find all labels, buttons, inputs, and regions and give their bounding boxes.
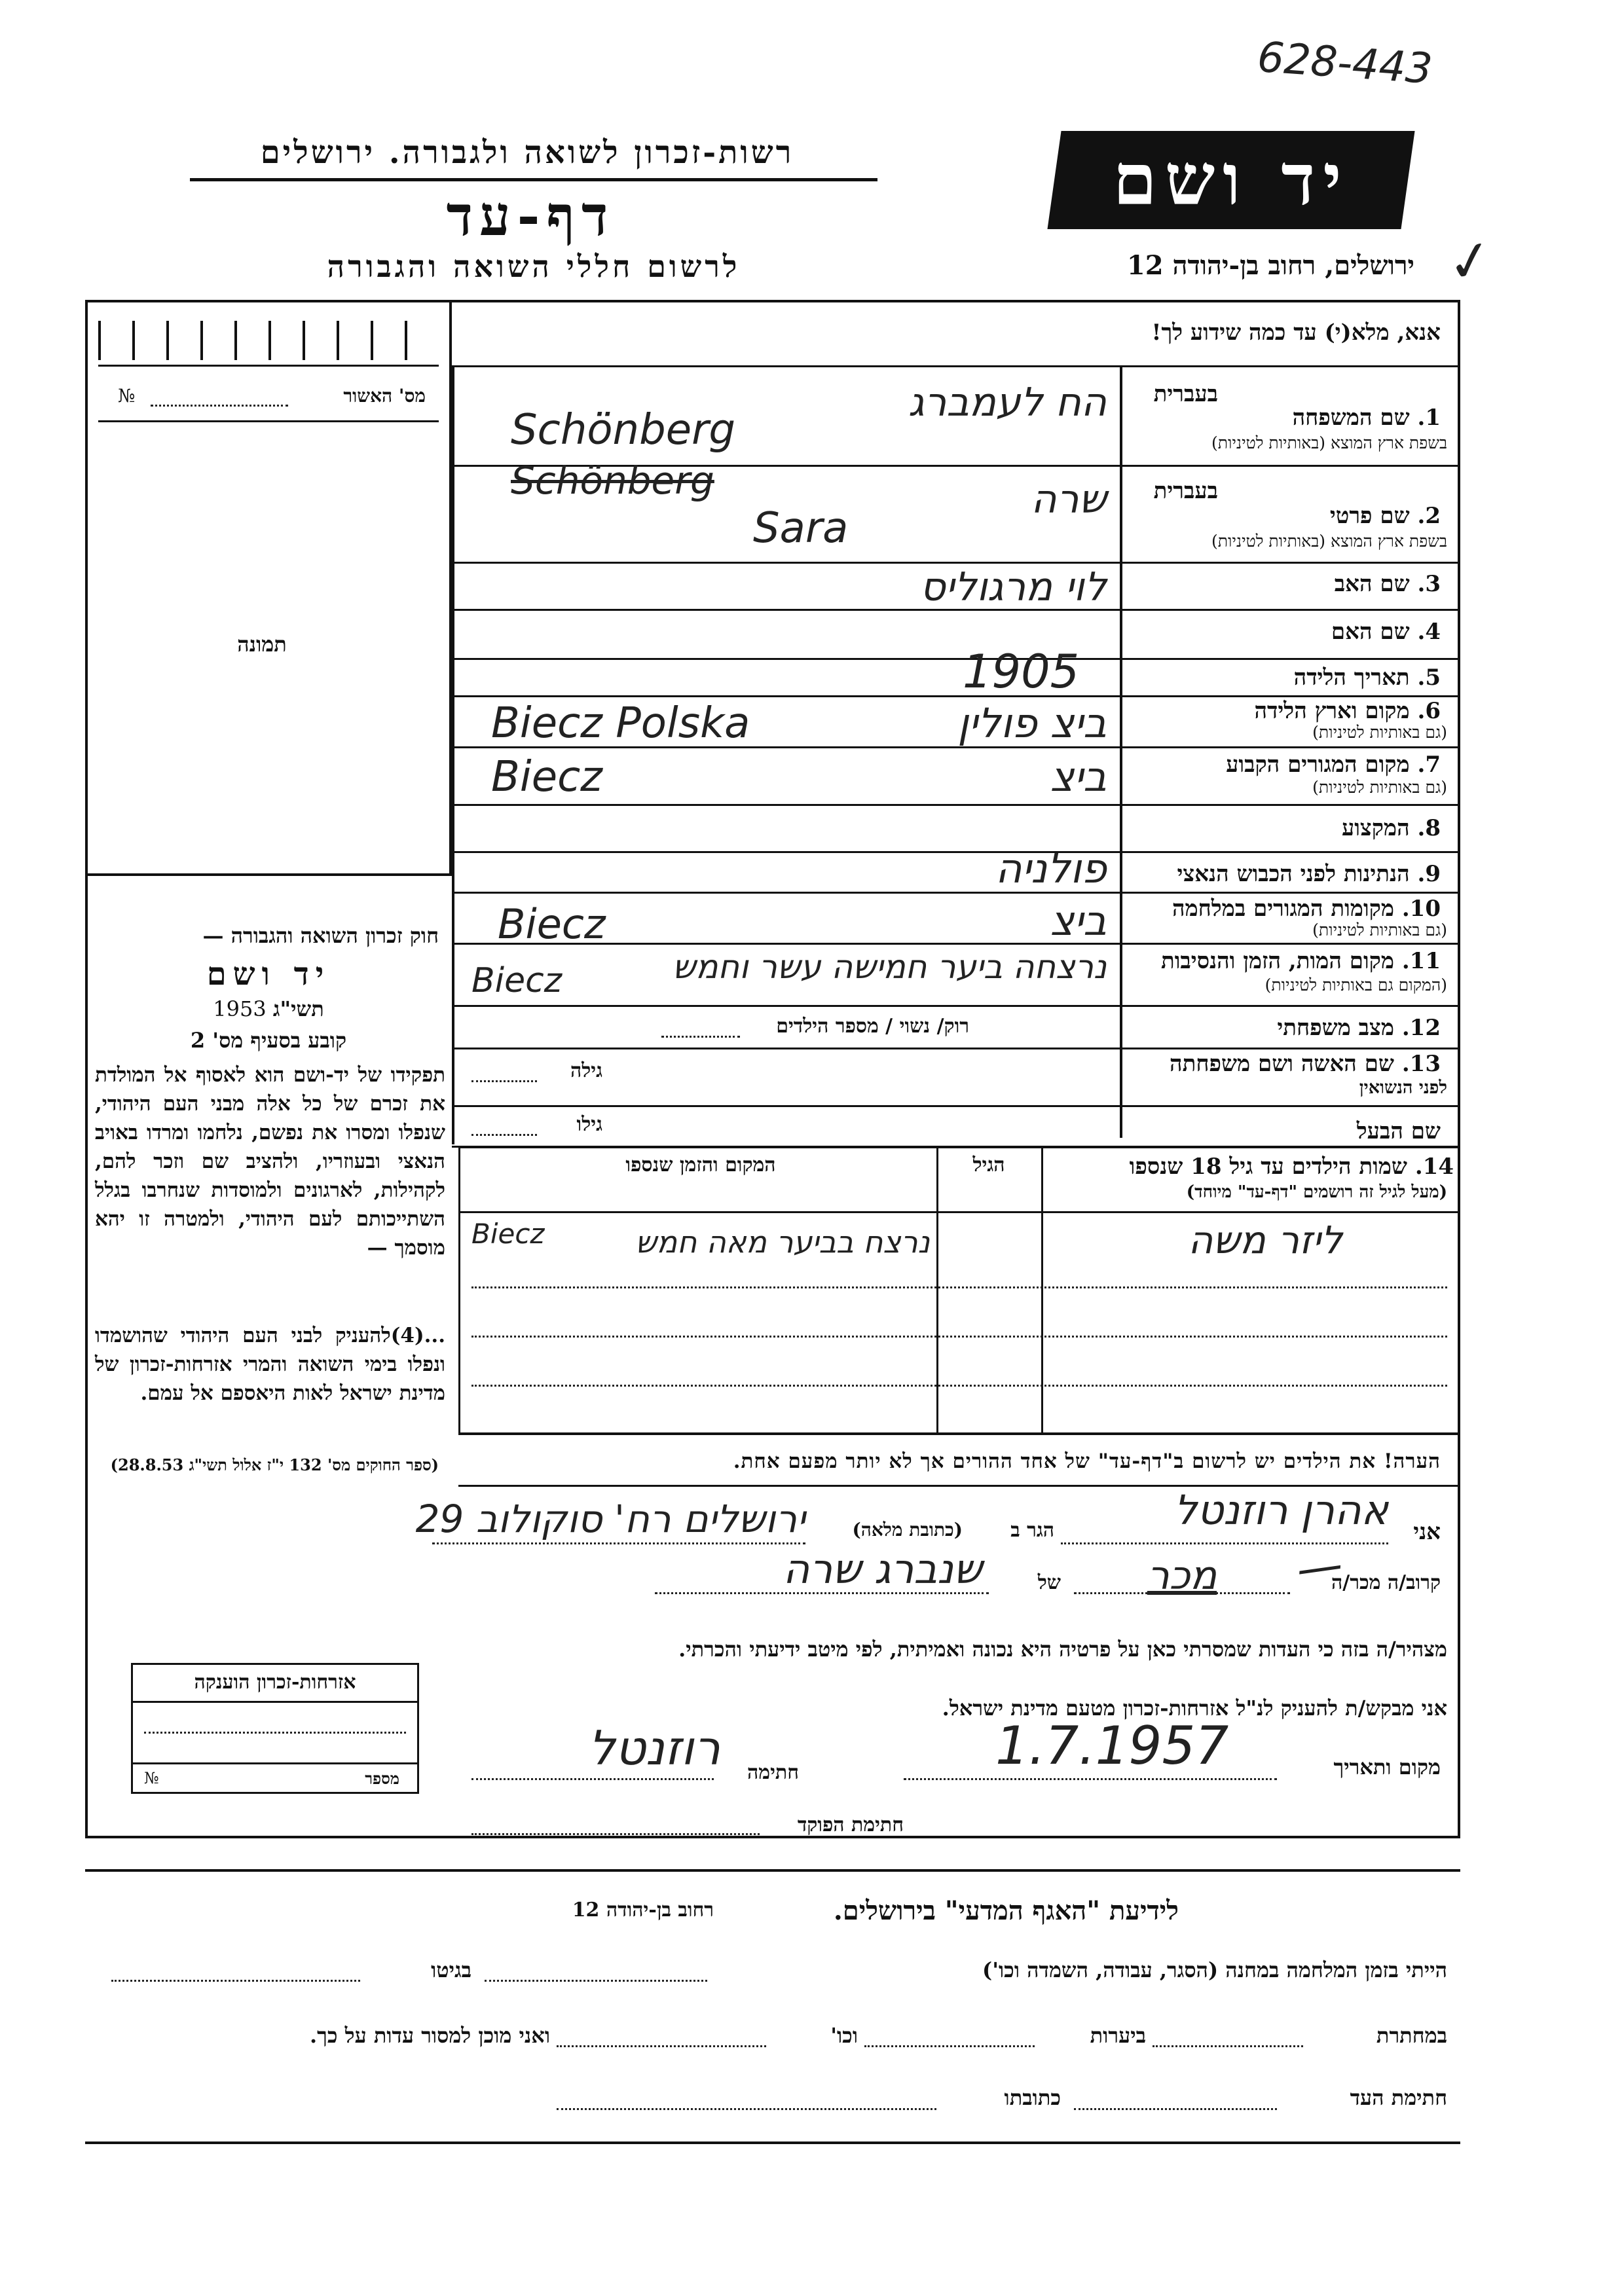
law-year-heb: תשי"ג — [272, 996, 324, 1021]
place-date-label: מקום ותאריך — [1333, 1755, 1441, 1779]
place-date-dots — [904, 1778, 1277, 1780]
check-mark: ✓ — [1442, 225, 1499, 297]
science-line2-dots-a — [1153, 2045, 1303, 2047]
f12-dots — [661, 1036, 740, 1038]
hebrew-tag-2: בעברית — [1153, 478, 1218, 504]
hebrew-tag-1: בעברית — [1153, 381, 1218, 407]
f1-label: 1. שם המשפחה — [1292, 405, 1441, 431]
citizenship-dots-1 — [144, 1732, 406, 1734]
rule-f2 — [452, 562, 1460, 564]
science-witness-signature: חתימת העד — [1350, 2085, 1447, 2110]
grid-divider — [1120, 365, 1122, 1138]
org-underline — [190, 178, 877, 181]
science-line2-underground: במחתרת — [1376, 2023, 1447, 2048]
children-dots-2 — [471, 1336, 1447, 1338]
science-line2-forests: ביערות — [1090, 2023, 1146, 2048]
rule-f13 — [452, 1105, 1460, 1107]
f8-label: 8. המקצוע — [1341, 815, 1441, 841]
resides-label: הגר ב — [1010, 1519, 1054, 1542]
f6-sub: (גם באותיות לטיניות) — [1312, 723, 1447, 742]
f11-label: 11. מקום המות, הזמן והנסיבות — [1160, 948, 1441, 974]
f1-latin-struck: Schönberg — [511, 458, 714, 503]
officer-label: חתימת הפוקד — [797, 1813, 904, 1836]
address-value: ירושלים רח' סוקולוב 29 — [415, 1497, 805, 1541]
instruction: אנא, מלא(י) עד כמה שידוע לך! — [1151, 319, 1441, 346]
org-name: רשות-זכרון לשואה ולגבורה. ירושלים — [260, 134, 794, 171]
reference-number: 628-443 — [1255, 33, 1434, 94]
yad-vashem-logo — [1047, 131, 1414, 229]
f2-latin-value: Sara — [753, 504, 849, 553]
note: הערה! את הילדים יש לרשום ב"דף-עד" של אחד ההורים אך לא יותר מפעם אחת. — [733, 1449, 1441, 1473]
f3-value: לוי מרגוליס — [919, 564, 1107, 610]
child-name: ליזר משה — [1188, 1218, 1342, 1262]
address-label: (כתובת מלאה) — [852, 1519, 963, 1540]
wife-age-dots — [471, 1080, 537, 1082]
header-address: ירושלים, רחוב בן-יהודה 12 — [1126, 250, 1414, 281]
approval-cells — [98, 314, 439, 367]
science-title: לידיעת "האגף המדעי" בירושלים. — [833, 1895, 1179, 1926]
of-label: של — [1037, 1571, 1061, 1594]
f7-latin-value: Biecz — [491, 753, 602, 801]
instruction-rule — [452, 365, 1460, 367]
science-line1-dots-a — [485, 1980, 707, 1982]
signature-dots — [471, 1778, 714, 1780]
photo-label: תמונה — [237, 632, 287, 657]
form-title: דף-עד — [446, 183, 615, 248]
husband-age-dots — [471, 1134, 537, 1136]
children-col-2 — [936, 1146, 938, 1434]
f10-sub: (גם באותיות לטיניות) — [1312, 920, 1447, 939]
f12-value: רוק/ נשוי / מספר הילדים — [776, 1015, 969, 1038]
f10-hebrew-value: ביצ — [1050, 897, 1107, 945]
law-name: יד ושם — [206, 956, 331, 993]
f1-latin-value: Schönberg — [511, 406, 736, 454]
declarant-i-label: אני — [1413, 1519, 1441, 1545]
f10-latin-value: Biecz — [498, 900, 606, 948]
f1-sub: בשפת ארץ המוצא (באותיות לטיניות) — [1211, 433, 1447, 452]
child-place-latin: Biecz — [471, 1218, 545, 1250]
f7-label: 7. מקום המגורים הקבוע — [1226, 752, 1441, 778]
child-place-heb: נרצח בביער מאה חמש — [635, 1224, 930, 1260]
science-line1-camp: הייתי בזמן המלחמה במחנה (הסגר, עבודה, השמדה וכו') — [982, 1958, 1447, 1982]
approval-no: № — [118, 385, 136, 407]
form-subtitle: לרשום חללי השואה והגבורה — [327, 249, 741, 284]
age-column-header: הגיל — [972, 1154, 1005, 1176]
f11-latin-value: Biecz — [471, 961, 562, 1000]
f9-value: פולניה — [995, 845, 1107, 892]
f2-label: 2. שם פרטי — [1329, 503, 1441, 529]
f2-sub: בשפת ארץ המוצא (באותיות לטיניות) — [1211, 532, 1447, 551]
place-column-header: המקום והזמן שנספו — [625, 1154, 776, 1176]
science-line2-etc: וכו' — [830, 2023, 858, 2048]
of-value: שנברג שרה — [783, 1545, 982, 1593]
approval-dots — [151, 405, 288, 407]
f5-label: 5. תאריך הלידה — [1293, 665, 1441, 691]
f6-hebrew-value: ביצ פולין — [957, 699, 1107, 747]
rule-f5 — [452, 695, 1460, 697]
law-clause: קובע בסעיף מס' 2 — [190, 1028, 347, 1053]
rule-f11 — [452, 1005, 1460, 1007]
relative-value: מכר — [1147, 1553, 1217, 1599]
science-line3-dots-a — [1074, 2108, 1277, 2110]
f4-label: 4. שם האם — [1331, 619, 1441, 645]
science-line2-dots-c — [557, 2045, 766, 2047]
approval-label: מס' האשור — [343, 385, 426, 407]
signature-label: חתימה — [747, 1761, 799, 1784]
relative-dots — [1074, 1592, 1290, 1594]
citizenship-number-no: № — [144, 1769, 159, 1787]
f3-label: 3. שם האב — [1334, 571, 1441, 597]
f7-sub: (גם באותיות לטיניות) — [1312, 778, 1447, 797]
rule-f4 — [452, 658, 1460, 660]
f6-latin-value: Biecz Polska — [491, 699, 750, 748]
f12-label: 12. מצב משפחתי — [1277, 1015, 1441, 1041]
rule-f12 — [452, 1048, 1460, 1049]
children-col-1 — [1041, 1146, 1043, 1434]
approval-rule — [98, 420, 439, 422]
science-line2-ready: ואני מוכן למסור עדות על כך. — [309, 2023, 550, 2048]
value-area-left — [452, 365, 454, 1144]
wife-age-label: גילה — [570, 1059, 602, 1082]
address-dots — [432, 1542, 805, 1544]
law-ref: (ספר החוקים מס' 132 י"ז אלול תשי"ג 28.8.53) — [110, 1455, 439, 1474]
f9-label: 9. הנתינות לפני הכבוש הנאצי — [1177, 861, 1441, 887]
f1-hebrew-value: הח לעמברג — [908, 380, 1107, 426]
children-dots-1 — [471, 1286, 1447, 1288]
citizenship-title: אזרחות-זכרון הוענקה — [194, 1671, 356, 1694]
citizenship-number-label: מספר — [365, 1769, 399, 1788]
husband-label: שם הבעל — [1356, 1118, 1441, 1144]
science-witness-address: כתובתו — [1004, 2085, 1061, 2110]
rule-f7 — [452, 804, 1460, 806]
science-address: רחוב בן-יהודה 12 — [572, 1899, 714, 1922]
law-title: חוק זכרון השואה והגבורה — — [202, 923, 439, 948]
citizenship-rule-2 — [131, 1762, 419, 1764]
f7-hebrew-value: ביצ — [1050, 753, 1107, 801]
f6-label: 6. מקום וארץ הלידה — [1254, 698, 1441, 724]
science-line3-dots-b — [557, 2108, 936, 2110]
f14-sub: (מעל לגיל זה רושמים "דף-עד" מיוחד) — [1186, 1182, 1447, 1202]
f13-label: 13. שם האשה ושם משפחתה — [1170, 1051, 1441, 1077]
law-year-row — [98, 996, 439, 1021]
declarant-name: אהרן רוזנטל — [1173, 1486, 1388, 1534]
f14-label: 14. שמות הילדים עד גיל 18 שנספו — [1129, 1154, 1454, 1180]
science-line2-dots-b — [864, 2045, 1035, 2047]
husband-age-label: גילו — [576, 1113, 602, 1136]
relative-strike: — — [1293, 1537, 1346, 1597]
relative-label: קרוב/ה מכר/ה — [1331, 1571, 1441, 1594]
law-body: תפקידו של יד-ושם הוא לאסוף אל המולדת את זכרם של כל אלה מבני העם היהודי, שנפלו ומסרו את נפשם, נלחמו ומרדו באויב הנאצי ובעוזריו, ולהציב שם וזכר להם, לקהילות, לארגונים ולמוסדות שנחרבו בגלל השתייכותם לעם היהודי, ולמטרה זו יהא מוסמך — — [95, 1063, 445, 1260]
logo-text: יד ושם — [1113, 139, 1350, 221]
f10-label: 10. מקומות המגורים במלחמה — [1172, 896, 1441, 922]
law-body-2: ...(4)להעניק לבני העם היהודי שהושמדו ונפלו בימי השואה והמרי אזרחות-זכרון של מדינת ישראל לאות היאספם אל עמם. — [95, 1324, 445, 1405]
f13-sub: לפני הנשואין — [1359, 1078, 1447, 1098]
declare-text: מצהיר/ה בזה כי העדות שמסרתי כאן על פרטיה היא נכונה ואמיתית, לפי מיטב ידיעתי והכרתי. — [678, 1637, 1447, 1662]
children-bottom-rule — [458, 1432, 1460, 1435]
science-line1-ghetto: בגיטו — [431, 1958, 471, 1982]
date-value: 1.7.1957 — [995, 1715, 1229, 1776]
children-left — [458, 1146, 460, 1434]
f2-hebrew-value: שרה — [1031, 477, 1107, 522]
officer-dots — [471, 1833, 760, 1835]
law-year: 1953 — [213, 996, 267, 1021]
science-line1-dots-b — [111, 1980, 360, 1982]
children-dots-3 — [471, 1385, 1447, 1387]
request-text: אני מבקש/ת להעניק לנ"ל אזרחות-זכרון מטעם מדינת ישראל. — [942, 1696, 1447, 1721]
signature-value: רוזנטל — [588, 1721, 720, 1776]
f11-sub: (המקום גם באותיות לטיניות) — [1264, 975, 1447, 994]
f11-hebrew-value: נרצחה ביער חמישה עשר וחמש — [673, 948, 1107, 986]
citizenship-rule — [131, 1701, 419, 1703]
children-header-rule — [458, 1211, 1460, 1213]
f5-value: 1905 — [963, 645, 1080, 699]
